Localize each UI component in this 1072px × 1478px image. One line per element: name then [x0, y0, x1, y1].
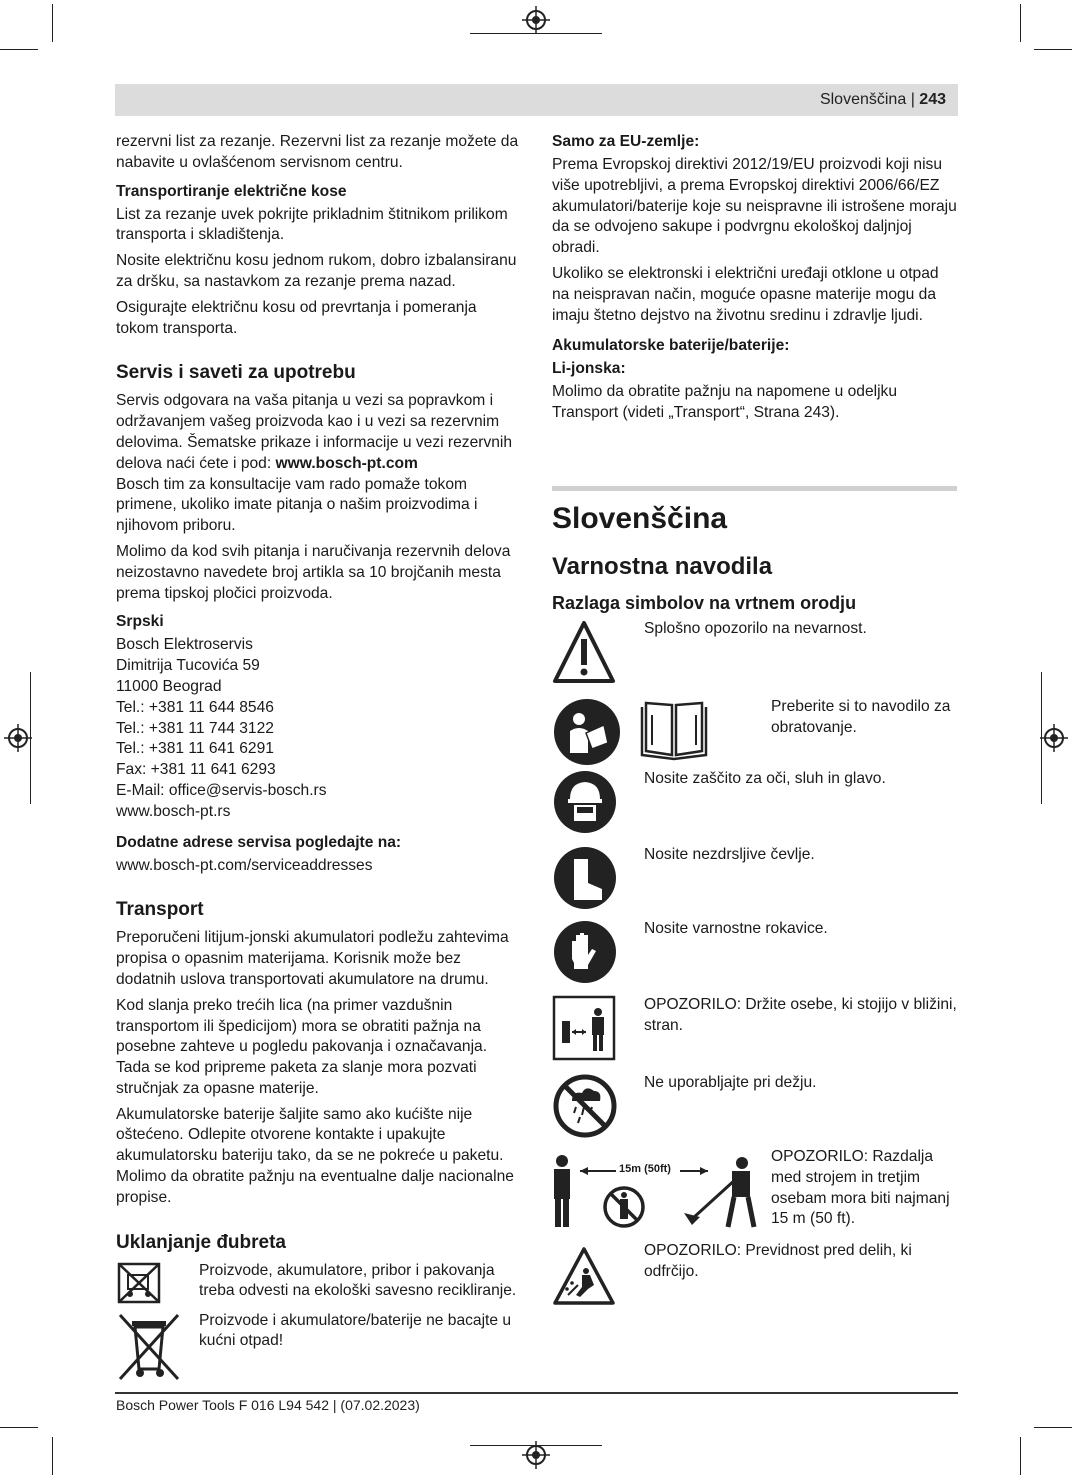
language-title: Slovenščina — [552, 501, 728, 535]
symbol-text: Splošno opozorilo na nevarnost. — [644, 619, 867, 637]
address-line: Tel.: +381 11 641 6291 — [116, 740, 274, 758]
paragraph: Akumulatorske baterije šaljite samo ako kućište nije oštećeno. Odlepite otvorene kontakte i upakujte akumulatorsku bateriju tako, da se ne pokreće u paketu. Molimo da obratite pažnju na eventualne dalje nacionalne propise. — [116, 1105, 514, 1206]
symbol-text: Nosite varnostne rokavice. — [644, 919, 828, 937]
paragraph: Kod slanja preko trećih lica (na primer vazdušnin transportom ili špedicijom) mora se obratiti pažnja na posebne zahteve u pogledu pakovanja i označavanja. Tada se kod pripreme paketa za slanje mora pozvati stručnjak za opasne materije. — [116, 996, 488, 1097]
service-text: Servis odgovara na vaša pitanja u vezi sa popravkom i održavanjem vašeg proizvoda kao i u vezi sa rezervnim delovima. Šematske prikaze i informacije u vezi rezervnih delova naći ćete i pod: — [116, 392, 513, 472]
symbol-text: Nosite nezdrsljive čevlje. — [644, 845, 815, 863]
address-line: Bosch Elektroservis — [116, 636, 253, 654]
header-language: Slovenščina — [819, 91, 907, 108]
symbol-text: Nosite zaščito za oči, sluh in glavo. — [644, 769, 886, 787]
transport-heading: Transportiranje električne kose — [116, 182, 347, 200]
warning-triangle-icon — [552, 619, 616, 685]
symbol-row — [552, 845, 957, 919]
more-addresses-heading: Dodatne adrese servisa pogledajte na: — [116, 833, 402, 851]
service-link[interactable]: www.bosch-pt.com — [275, 454, 418, 472]
address-line: Fax: +381 11 641 6293 — [116, 761, 276, 779]
registration-mark-icon — [522, 6, 550, 34]
safety-boots-icon — [552, 845, 618, 911]
footer-text: Bosch Power Tools F 016 L94 542 | (07.02.2023) — [116, 1397, 420, 1413]
symbol-text: OPOZORILO: Držite osebe, ki stojijo v bližini, stran. — [644, 995, 957, 1034]
symbol-row — [552, 619, 957, 689]
page-header — [115, 84, 958, 116]
service-addresses-url[interactable]: www.bosch-pt.com/serviceaddresses — [116, 856, 373, 874]
symbol-row — [552, 1241, 957, 1307]
disposal-item — [116, 1261, 521, 1309]
section-divider — [552, 486, 957, 491]
symbol-text: OPOZORILO: Previdnost pred delih, ki odfrčijo. — [644, 1241, 912, 1280]
transport2-heading: Transport — [116, 899, 204, 921]
symbols-heading: Razlaga simbolov na vrtnem orodju — [552, 592, 857, 613]
header-text — [820, 91, 946, 109]
safety-title: Varnostna navodila — [552, 552, 773, 580]
address-line: 11000 Beograd — [116, 677, 222, 695]
paragraph: Molimo da kod svih pitanja i naručivanja rezervnih delova neizostavno navedete broj artikla sa 10 brojčanih mesta prema tipskoj pločici proizvoda. — [116, 542, 511, 602]
paragraph: Nosite električnu kosu jednom rukom, dobro izbalansiranu za dršku, sa nastavkom za rezanje prema nazad. — [116, 252, 517, 290]
right-column — [552, 132, 957, 1307]
address-block — [116, 635, 521, 822]
safety-gloves-icon — [552, 919, 618, 985]
paragraph: List za rezanje uvek pokrijte prikladnim štitnikom prilikom transporta i skladištenja. — [116, 205, 508, 244]
paragraph: Prema Evropskoj direktivi 2012/19/EU proizvodi koji nisu više upotrebljivi, a prema Evropskoj direktivi 2006/66/EZ akumulatori/baterije koje su neispravne ili istrošene moraju da se odvojeno sakupe i podvrgnu ekološkoj daljnjoj obradi. — [552, 156, 957, 257]
manual-book-icon — [638, 697, 710, 761]
registration-mark-icon — [1040, 724, 1068, 752]
address-line: E-Mail: office@servis-bosch.rs — [116, 781, 327, 799]
li-ion-heading: Li-jonska: — [552, 360, 626, 378]
symbol-text: OPOZORILO: Razdalja med strojem in tretjim osebam mora biti najmanj 15 m (50 ft). — [771, 1147, 950, 1228]
read-manual-icon — [552, 697, 622, 767]
registration-mark-icon — [4, 724, 32, 752]
srpski-heading: Srpski — [116, 613, 164, 631]
crossed-bin-icon — [116, 1311, 186, 1383]
address-line: Tel.: +381 11 744 3122 — [116, 719, 274, 737]
keep-bystanders-away-icon — [552, 995, 616, 1061]
footer-rule — [115, 1392, 958, 1394]
symbol-row — [552, 769, 957, 845]
protective-gear-icon — [552, 769, 618, 835]
symbol-text: Preberite si to navodilo za obratovanje. — [771, 697, 951, 736]
flying-objects-warning-icon — [552, 1245, 616, 1307]
page-number: 243 — [919, 91, 946, 108]
recycle-packaging-icon — [116, 1261, 162, 1305]
disposal-item — [116, 1311, 521, 1383]
left-column — [116, 132, 521, 1385]
paragraph: Bosch tim za konsultacije vam rado pomaže tokom primene, ukoliko imate pitanja o našim proizvodima i njihovom priboru. — [116, 475, 478, 535]
symbol-text: Ne uporabljajte pri dežju. — [644, 1073, 817, 1091]
distance-label: 15m (50ft) — [619, 1162, 671, 1175]
intro-paragraph: rezervni list za rezanje. Rezervni list za rezanje možete da nabavite u ovlašćenom servisnom centru. — [116, 133, 519, 171]
paragraph: Ukoliko se elektronski i električni uređaji otklone u otpad na neispravan način, moguće opasne materije mogu da imaju štetno dejstvo na životnu sredinu i zdravlje ljudi. — [552, 264, 939, 324]
symbol-row — [552, 919, 957, 995]
symbol-row — [552, 1147, 957, 1241]
registration-mark-icon — [522, 1441, 550, 1469]
symbol-row — [552, 1073, 957, 1147]
disposal-text: Proizvode, akumulatore, pribor i pakovanja treba odvesti na ekološki savesno recikliranje. — [199, 1261, 517, 1300]
address-line: www.bosch-pt.rs — [116, 802, 231, 820]
address-line: Tel.: +381 11 644 8546 — [116, 698, 274, 716]
service-paragraph — [116, 391, 521, 474]
paragraph: Preporučeni litijum-jonski akumulatori podležu zahtevima propisa o opasnim materijama. Korisnik može bez dodatnih uslova transportovati akumulatore na drumu. — [116, 929, 509, 988]
paragraph: Osigurajte električnu kosu od prevrtanja i pomeranja tokom transporta. — [116, 298, 477, 337]
disposal-heading: Uklanjanje đubreta — [116, 1231, 286, 1253]
disposal-text: Proizvode i akumulatore/baterije ne bacajte u kućni otpad! — [199, 1311, 512, 1350]
header-separator: | — [910, 91, 915, 108]
address-line: Dimitrija Tucovića 59 — [116, 657, 260, 675]
symbol-row — [552, 689, 957, 769]
eu-heading: Samo za EU-zemlje: — [552, 133, 700, 150]
battery-heading: Akumulatorske baterije/baterije: — [552, 337, 790, 355]
symbol-row — [552, 995, 957, 1073]
service-heading: Servis i saveti za upotrebu — [116, 362, 356, 384]
paragraph: Molimo da obratite pažnju na napomene u odeljku Transport (videti „Transport“, Strana 243). — [552, 383, 898, 422]
no-rain-icon — [552, 1073, 618, 1139]
